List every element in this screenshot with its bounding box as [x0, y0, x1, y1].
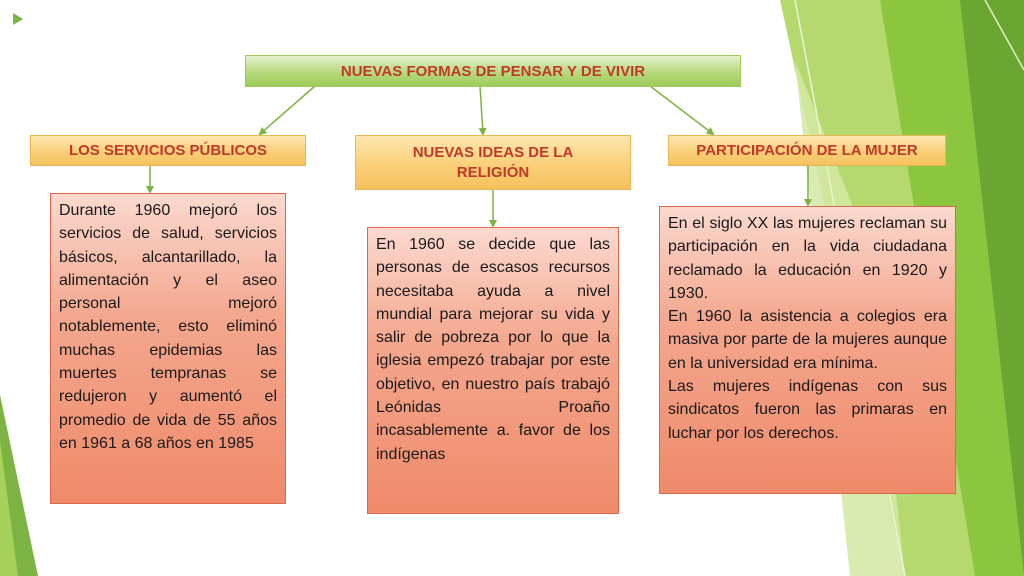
connector-arrow [260, 86, 315, 134]
branch-text-servicios [50, 193, 286, 504]
branch-paragraph: Las mujeres indígenas con sus sindicatos fueron las primaras en luchar por los derechos. [668, 378, 947, 442]
main-title-node [245, 55, 741, 87]
decor-arrow-icon [13, 13, 23, 25]
branch-heading-label: LOS SERVICIOS PÚBLICOS [68, 141, 268, 159]
branch-heading-servicios [30, 135, 306, 166]
branch-text-religion [367, 227, 619, 514]
connector-arrow [480, 86, 483, 134]
branch-text-mujer [659, 206, 956, 494]
branch-paragraph: Durante 1960 mejoró los servicios de salud, servicios básicos, alcantarillado, la alimentación y el aseo personal mejoró notablemente, esto eliminó muchas epidemias las muertes tempranas se redujeron y aumentó el promedio de vida de 55 años en 1961 a 68 años en 1985 [59, 202, 277, 452]
main-title: NUEVAS FORMAS DE PENSAR Y DE VIVIR [340, 62, 646, 80]
branch-paragraph: En 1960 se decide que las personas de escasos recursos necesitaba ayuda a nivel mundial para mejorar su vida y salir de pobreza por lo que la iglesia empezó trabajar por este objetivo, en nuestro país trabajó Leónidas Proaño incasablemente a. favor de los indígenas [376, 236, 610, 463]
branch-heading-mujer [668, 135, 946, 166]
branch-heading-label: NUEVAS IDEAS DE LA RELIGIÓN [412, 143, 574, 181]
branch-paragraph: En el siglo XX las mujeres reclaman su participación en la vida ciudadana reclamado la educación en 1920 y 1930. [668, 215, 947, 302]
branch-heading-label: PARTICIPACIÓN DE LA MUJER [696, 141, 918, 159]
branch-paragraph: En 1960 la asistencia a colegios era masiva por parte de la mujeres aunque en la universidad era mínima. [668, 308, 947, 372]
connector-arrow [650, 86, 713, 134]
branch-heading-religion [355, 135, 631, 190]
